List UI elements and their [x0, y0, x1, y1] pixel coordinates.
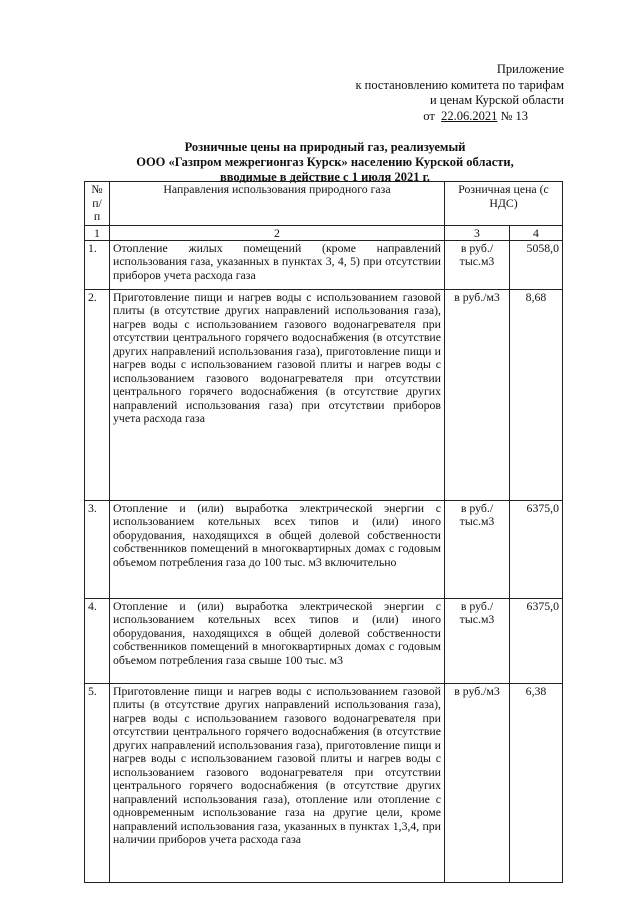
row-price: 8,68	[510, 289, 563, 500]
row-number: 2.	[85, 289, 110, 500]
row-unit: в руб./м3	[445, 683, 510, 882]
row-description: Отопление и (или) выработка электрической энергии с использованием котельных всех типов и (или) иного оборудования, находящихся в общей долевой собственности собственников помещений в многоквартирных домах с годовым объемом потребления газа до 100 тыс. м3 включительно	[110, 500, 445, 598]
index-cell: 2	[110, 225, 445, 240]
row-unit: в руб./тыс.м3	[445, 500, 510, 598]
header-direction: Направления использования природного газа	[110, 182, 445, 226]
heading-line-1: Розничные цены на природный газ, реализуемый	[184, 140, 466, 154]
row-price: 6375,0	[510, 500, 563, 598]
appendix-block	[355, 62, 564, 124]
header-price: Розничная цена (с НДС)	[445, 182, 563, 226]
appendix-date-prefix: от	[423, 108, 435, 123]
row-unit: в руб./тыс.м3	[445, 598, 510, 683]
table-row	[85, 240, 563, 289]
table-row	[85, 683, 563, 882]
table-row	[85, 289, 563, 500]
table-row	[85, 500, 563, 598]
row-number: 4.	[85, 598, 110, 683]
index-cell: 4	[510, 225, 563, 240]
appendix-line-2: и ценам Курской области	[429, 93, 564, 107]
table-index-row	[85, 225, 563, 240]
row-unit: в руб./тыс.м3	[445, 240, 510, 289]
index-cell: 1	[85, 225, 110, 240]
row-unit: в руб./м3	[445, 289, 510, 500]
table-row	[85, 598, 563, 683]
heading-line-3: вводимые в действие с 1 июля 2021 г.	[220, 170, 430, 184]
heading-line-2: ООО «Газпром межрегионгаз Курск» населению Курской области,	[136, 155, 514, 169]
document-heading	[100, 140, 550, 185]
appendix-line-1: к постановлению комитета по тарифам	[355, 77, 564, 92]
row-price: 6,38	[510, 683, 563, 882]
row-description: Приготовление пищи и нагрев воды с использованием газовой плиты (в отсутствие других направлений использования газа), нагрев воды с использованием газового водонагревателя при отсутствии центрального горячего водоснабжения (в отсутствие других направлений использования газа), приготовление пищи и нагрев воды с использованием газовой плиты и нагрев воды с использованием газового водонагревателя при отсутствии центрального горячего водоснабжения (в отсутствие других направлений использования газа), отопление или отопление с одновременным использование газа на другие цели, кроме направлений использования газа, указанных в пунктах 1,3,4, при наличии приборов учета расхода газа	[110, 683, 445, 882]
row-price: 5058,0	[510, 240, 563, 289]
row-number: 1.	[85, 240, 110, 289]
appendix-number: № 13	[500, 108, 528, 123]
appendix-date: 22.06.2021	[441, 108, 498, 123]
row-description: Приготовление пищи и нагрев воды с использованием газовой плиты (в отсутствие других направлений использования газа), нагрев воды с использованием газового водонагревателя при отсутствии центрального горячего водоснабжения (в отсутствие других направлений использования газа), приготовление пищи и нагрев воды с использованием газовой плиты и нагрев воды с использованием газового водонагревателя при отсутствии центрального горячего водоснабжения (в отсутствие других направлений использования газа) при отсутствии приборов учета расхода газа	[110, 289, 445, 500]
header-num: № п/ п	[85, 182, 110, 226]
index-cell: 3	[445, 225, 510, 240]
table-header-row	[85, 182, 563, 226]
appendix-title: Приложение	[496, 62, 564, 76]
tariff-table	[84, 181, 563, 883]
row-description: Отопление жилых помещений (кроме направлений использования газа, указанных в пунктах 3, 4, 5) при отсутствии приборов учета расхода газа	[110, 240, 445, 289]
row-price: 6375,0	[510, 598, 563, 683]
row-number: 3.	[85, 500, 110, 598]
appendix-date-line	[355, 109, 564, 125]
row-description: Отопление и (или) выработка электрической энергии с использованием котельных всех типов и (или) иного оборудования, находящихся в общей долевой собственности собственников помещений в многоквартирных домах с годовым объемом потребления газа свыше 100 тыс. м3	[110, 598, 445, 683]
row-number: 5.	[85, 683, 110, 882]
